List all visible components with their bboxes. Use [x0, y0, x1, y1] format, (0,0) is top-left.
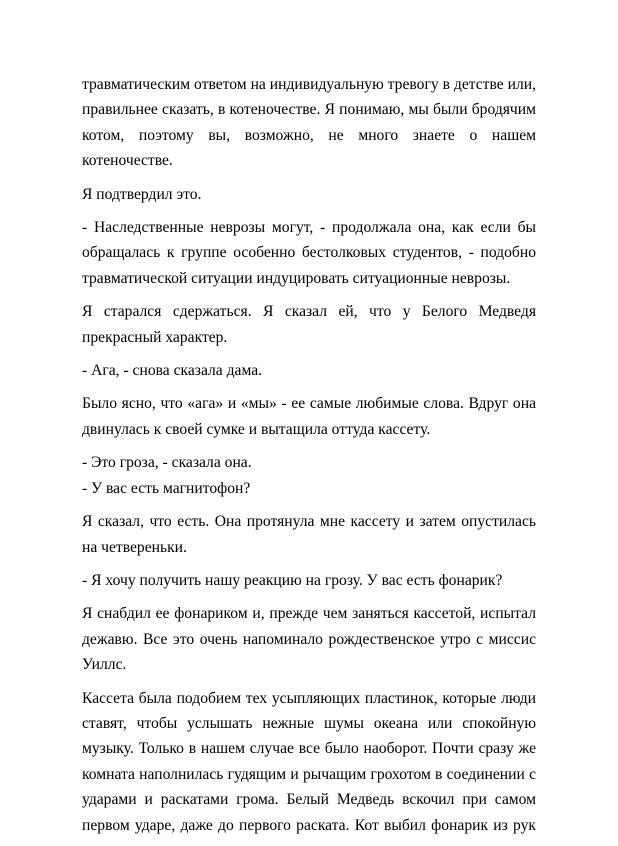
- paragraph-7: - Это гроза, - сказала она.: [82, 454, 252, 472]
- paragraph-10: - Я хочу получить нашу реакцию на грозу. У вас есть фонарик?: [82, 571, 503, 589]
- paragraph-6: Было ясно, что «ага» и «мы» - ее самые любимые слова. Вдруг она двинулась к своей сумке и вытащила оттуда кассету.: [82, 395, 536, 438]
- paragraph-3: - Наследственные неврозы могут, - продолжала она, как если бы обращалась к группе особенно бестолковых студентов, - подобно травматической ситуации индуцировать ситуационные неврозы.: [82, 219, 536, 287]
- paragraph-5: - Ага, - снова сказала дама.: [82, 362, 263, 380]
- paragraph-11: Я снабдил ее фонариком и, прежде чем заняться кассетой, испытал дежавю. Все это очень напоминало рождественское утро с миссис Уиллс.: [82, 605, 536, 674]
- paragraph-1: травматическим ответом на индивидуальную тревогу в детстве или, правильнее сказать, в котеночестве. Я понимаю, мы были бродячим котом, поэтому вы, возможно, не много знаете о нашем котеночестве.: [82, 76, 536, 170]
- paragraph-12: Кассета была подобием тех усыпляющих пластинок, которые люди ставят, чтобы услышать нежные шумы океана или спокойную музыку. Только в нашем случае все было наоборот. Почти сразу же комната наполнилась гудящим и рычащим грохотом в соединении с ударами и раскатами грома. Белый Медведь вскочил при самом первом ударе, даже до первого раската. Кот выбил фонарик из рук: [82, 689, 536, 834]
- paragraph-8: - У вас есть магнитофон?: [82, 479, 251, 497]
- paragraph-4: Я старался сдержаться. Я сказал ей, что у Белого Медведя прекрасный характер.: [82, 303, 536, 346]
- document-page: [82, 72, 536, 846]
- paragraph-9: Я сказал, что есть. Она протянула мне кассету и затем опустилась на четвереньки.: [82, 513, 536, 556]
- paragraph-2: Я подтвердил это.: [82, 185, 202, 203]
